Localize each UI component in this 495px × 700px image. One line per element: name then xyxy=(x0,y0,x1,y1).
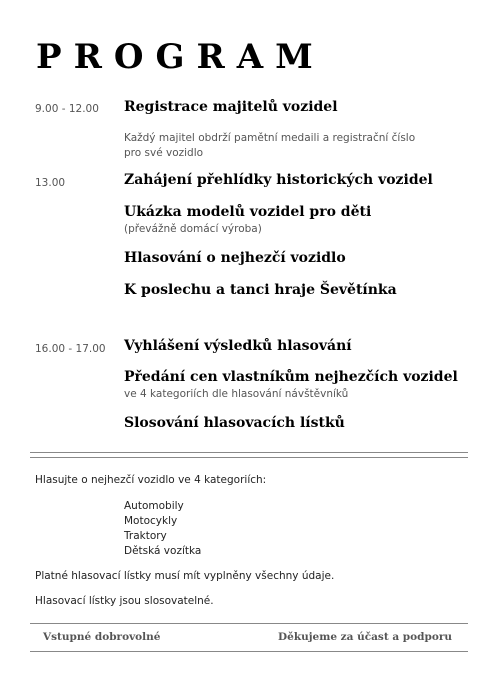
time-slot: 9.00 - 12.00 xyxy=(35,103,99,115)
time-slot: 16.00 - 17.00 xyxy=(35,343,106,355)
divider xyxy=(30,651,468,652)
list-item: Traktory xyxy=(124,530,167,542)
voting-note: Platné hlasovací lístky musí mít vyplněny všechny údaje. xyxy=(35,570,335,582)
program-item-title: Předání cen vlastníkům nejhezčích vozidel xyxy=(124,369,458,385)
program-item-title: Ukázka modelů vozidel pro děti xyxy=(124,204,372,220)
list-item: Automobily xyxy=(124,500,184,512)
divider xyxy=(30,452,468,453)
program-item-title: Slosování hlasovacích lístků xyxy=(124,415,345,431)
category-list xyxy=(124,499,201,559)
program-item-title: Registrace majitelů vozidel xyxy=(124,99,338,115)
time-slot: 13.00 xyxy=(35,177,66,189)
divider xyxy=(30,623,468,624)
program-item-note: pro své vozidlo xyxy=(124,147,204,159)
program-item-note: ve 4 kategoriích dle hlasování návštěvníků xyxy=(124,388,349,400)
program-item-title: Hlasování o nejhezčí vozidlo xyxy=(124,250,346,266)
program-item-title: Vyhlášení výsledků hlasování xyxy=(124,338,352,354)
page-title: PROGRAM xyxy=(36,37,325,77)
program-item-note: Každý majitel obdrží pamětní medaili a registrační číslo xyxy=(124,132,416,144)
list-item: Motocykly xyxy=(124,515,178,527)
footer-left: Vstupné dobrovolné xyxy=(43,631,161,643)
list-item: Dětská vozítka xyxy=(124,545,202,557)
program-item-note: (převážně domácí výroba) xyxy=(124,223,262,235)
program-item-title: Zahájení přehlídky historických vozidel xyxy=(124,172,433,188)
footer-right: Děkujeme za účast a podporu xyxy=(278,631,452,643)
voting-intro: Hlasujte o nejhezčí vozidlo ve 4 kategoriích: xyxy=(35,474,267,486)
program-item-title: K poslechu a tanci hraje Ševětínka xyxy=(124,282,397,298)
divider xyxy=(30,457,468,458)
voting-note: Hlasovací lístky jsou slosovatelné. xyxy=(35,595,214,607)
